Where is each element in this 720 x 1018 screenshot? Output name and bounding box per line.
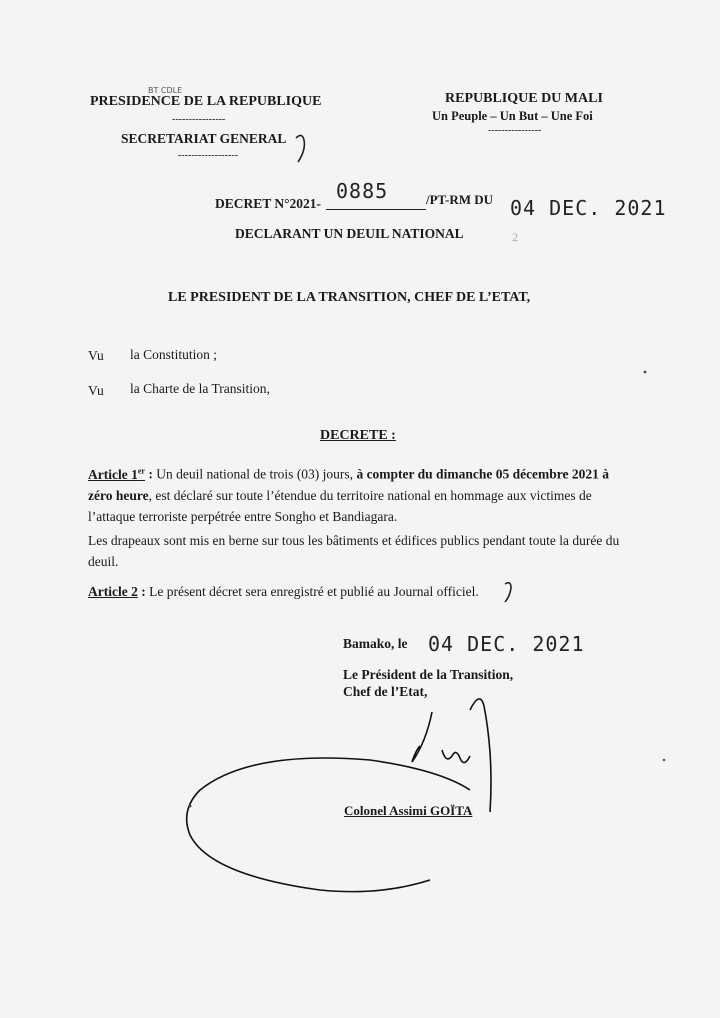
visa-text-1: la Constitution ;: [130, 347, 218, 362]
issuer-dashes-2: ------------------: [178, 150, 238, 161]
visa-text-2: la Charte de la Transition,: [130, 381, 270, 396]
issuer-title: PRESIDENCE DE LA REPUBLIQUE: [90, 94, 322, 109]
initial-mark-2: [505, 583, 511, 602]
decree-suffix: /PT-RM DU: [426, 192, 494, 207]
article-1-colon: :: [144, 466, 153, 482]
issuer-subtitle: SECRETARIAT GENERAL: [121, 131, 287, 146]
signature-stroke-1: [412, 712, 432, 762]
signature-loop: [187, 758, 473, 892]
authority-line: LE PRESIDENT DE LA TRANSITION, CHEF DE L’ETAT,: [168, 290, 531, 305]
country-dashes: ----------------: [488, 125, 542, 136]
speck-1: [644, 371, 647, 374]
speck-3: [189, 805, 192, 808]
article-1-label: Article 1er: [88, 466, 145, 482]
article-1-text-a: Un deuil national de trois (03) jours,: [152, 466, 357, 482]
page-mark: 2: [512, 230, 518, 244]
visa-vu-2: Vu: [88, 383, 104, 398]
decree-number-stamp: 0885: [336, 179, 389, 203]
article-2-text: Le présent décret sera enregistré et publié au Journal officiel.: [145, 584, 479, 599]
signatory-title-1: Le Président de la Transition,: [343, 667, 514, 682]
speck-2: [663, 759, 665, 761]
issuer-dashes: ----------------: [172, 114, 226, 125]
article-2-colon: :: [137, 584, 146, 599]
decree-prefix: DECRET N°2021-: [215, 196, 322, 211]
decrete-heading: DECRETE :: [320, 428, 396, 443]
country-title: REPUBLIQUE DU MALI: [445, 91, 603, 106]
decree-date-stamp: 04 DEC. 2021: [510, 196, 667, 220]
article-1-text-bold: à compter du dimanche 05 décembre 2021 à zéro heure: [88, 466, 610, 503]
signature-date-stamp: 04 DEC. 2021: [428, 632, 585, 656]
signatory-title-2: Chef de l’Etat,: [343, 684, 428, 699]
article-2-label: Article 2: [88, 584, 138, 599]
flags-paragraph: Les drapeaux sont mis en berne sur tous les bâtiments et édifices publics pendant toute la durée du deuil.: [88, 533, 620, 569]
visa-vu-1: Vu: [88, 348, 104, 363]
initial-mark-1: [296, 135, 304, 162]
signature-place: Bamako, le: [343, 636, 408, 651]
signature-stroke-3: [470, 699, 491, 812]
decree-object: DECLARANT UN DEUIL NATIONAL: [235, 226, 464, 241]
country-motto: Un Peuple – Un But – Une Foi: [432, 109, 593, 123]
signatory-name: Colonel Assimi GOÏTA: [344, 803, 473, 818]
reference-mark: BT CDLE: [148, 86, 183, 95]
article-1-text-b: , est déclaré sur toute l’étendue du territoire national en hommage aux victimes de l’attaque terroriste perpétrée entre Songho et Bandiagara.: [88, 487, 592, 524]
signature-stroke-2: [442, 750, 470, 763]
